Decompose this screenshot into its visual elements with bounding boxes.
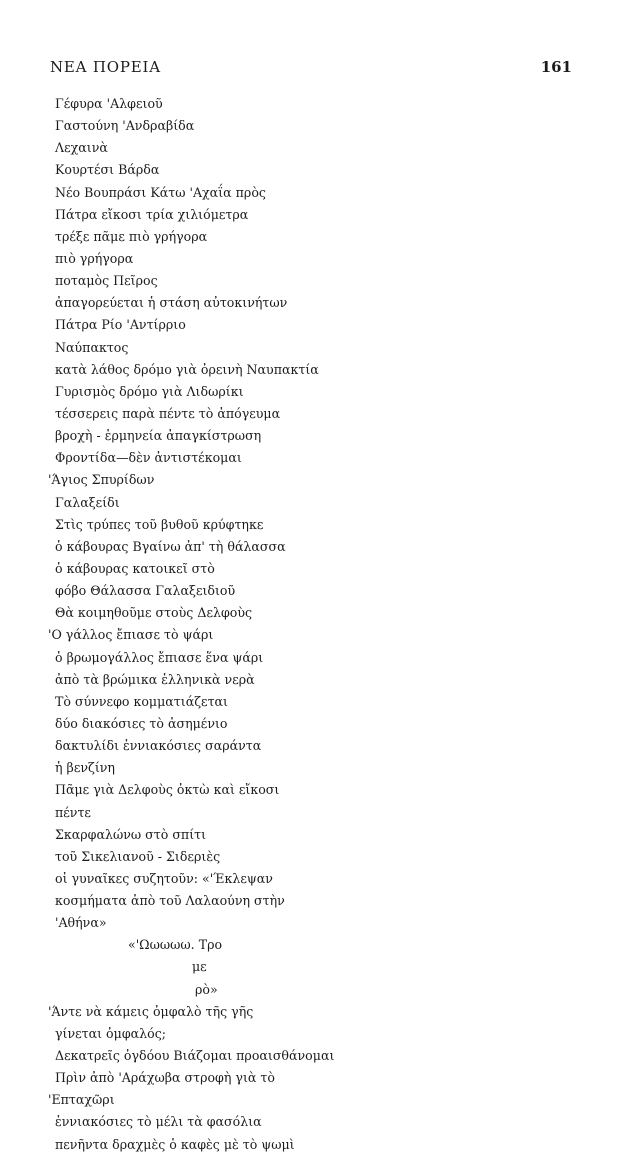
poem-line: κοσμήματα ἀπὸ τοῦ Λαλαούνη στὴν	[55, 893, 285, 909]
poem-line: οἱ γυναῖκες συζητοῦν: «'Έκλεψαν	[55, 870, 273, 886]
poem-line: «'Ωωωωω. Τρο	[128, 937, 223, 953]
poem-line: Στὶς τρύπες τοῦ βυθοῦ κρύφτηκε	[55, 516, 264, 532]
poem-line: 'Επταχῶρι	[48, 1092, 115, 1108]
poem-line: 'Άντε νὰ κάμεις ὀμφαλὸ τῆς γῆς	[48, 1003, 254, 1019]
poem-line: τέσσερεις παρὰ πέντε τὸ ἀπόγευμα	[55, 405, 281, 421]
page-number: 161	[540, 58, 572, 76]
poem-line: ἐννιακόσιες τὸ μέλι τὰ φασόλια	[55, 1114, 262, 1130]
poem-line: Θὰ κοιμηθοῦμε στοὺς Δελφοὺς	[55, 605, 253, 621]
running-header	[50, 58, 572, 82]
poem-line: πιὸ γρήγορα	[55, 250, 134, 266]
poem-line: πέντε	[55, 804, 91, 820]
poem-line: Τὸ σύννεφο κομματιάζεται	[55, 693, 228, 709]
journal-title: ΝΕΑ ΠΟΡΕΙΑ	[50, 58, 161, 76]
poem-line: Νέο Βουπράσι Κάτω 'Αχαΐα πρὸς	[55, 184, 266, 200]
poem-line: ἡ βενζίνη	[55, 760, 115, 776]
poem-line: τρέξε πᾶμε πιὸ γρήγορα	[55, 228, 208, 244]
poem-line: πενῆντα δραχμὲς ὁ καφὲς μὲ τὸ ψωμὶ	[55, 1136, 295, 1152]
poem-line: 'Αθήνα»	[55, 915, 107, 931]
poem-line: ὁ βρωμογάλλος ἔπιασε ἕνα ψάρι	[55, 649, 264, 665]
poem-line: ἀπαγορεύεται ἡ στάση αὐτοκινήτων	[55, 295, 288, 311]
poem-line: ὁ κάβουρας Βγαίνω ἀπ' τὴ θάλασσα	[55, 538, 286, 554]
poem-line: βροχὴ - ἑρμηνεία ἀπαγκίστρωση	[55, 428, 262, 444]
poem-line: 'Άγιος Σπυρίδων	[48, 472, 155, 488]
poem-body	[48, 93, 588, 1156]
poem-line: Δεκατρεῖς ὀγδόου Βιάζομαι προαισθάνομαι	[55, 1048, 335, 1064]
poem-line: δακτυλίδι ἐννιακόσιες σαράντα	[55, 738, 262, 754]
poem-line: δύο διακόσιες τὸ ἀσημένιο	[55, 715, 228, 731]
poem-line: Σκαρφαλώνω στὸ σπίτι	[55, 826, 207, 842]
poem-line: κατὰ λάθος δρόμο γιὰ ὀρεινὴ Ναυπακτία	[55, 361, 319, 377]
poem-line: Πάτρα εἴκοσι τρία χιλιόμετρα	[55, 206, 249, 222]
poem-line: φόβο Θάλασσα Γαλαξειδιοῦ	[55, 583, 236, 599]
poem-line: ποταμὸς Πεῖρος	[55, 273, 158, 289]
poem-line: Γαλαξείδι	[55, 494, 120, 510]
poem-line: Πᾶμε γιὰ Δελφοὺς ὀκτὼ καὶ εἴκοσι	[55, 782, 280, 798]
poem-line: Πρὶν ἀπὸ 'Αράχωβα στροφὴ γιὰ τὸ	[55, 1070, 275, 1086]
poem-line: 'Ο γάλλος ἔπιασε τὸ ψάρι	[48, 627, 214, 643]
poem-line: ὁ κάβουρας κατοικεῖ στὸ	[55, 560, 215, 576]
poem-line: με	[192, 959, 207, 975]
poem-line: Φροντίδα—δὲν ἀντιστέκομαι	[55, 450, 242, 466]
poem-line: γίνεται ὀμφαλός;	[55, 1025, 167, 1041]
poem-line: Κουρτέσι Βάρδα	[55, 162, 160, 178]
poem-line: Γαστούνη 'Ανδραβίδα	[55, 118, 195, 134]
poem-line: Γέφυρα 'Αλφειοῦ	[55, 96, 163, 111]
poem-line: τοῦ Σικελιανοῦ - Σιδεριὲς	[55, 848, 221, 864]
poem-line: Λεχαινὰ	[55, 140, 108, 156]
poem-line: ἀπὸ τὰ βρώμικα ἑλληνικὰ νερὰ	[55, 671, 255, 687]
poem-line: Ναύπακτος	[55, 339, 129, 355]
poem-line: ρὸ»	[195, 981, 218, 997]
poem-line: Πάτρα Ρίο 'Αντίρριο	[55, 317, 186, 333]
poem-line: Γυρισμὸς δρόμο γιὰ Λιδωρίκι	[55, 383, 244, 399]
